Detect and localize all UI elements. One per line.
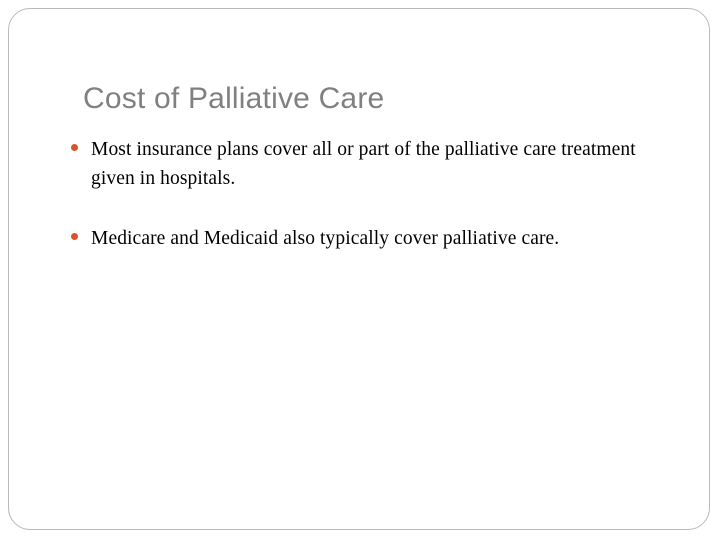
bullet-dot-icon bbox=[71, 144, 78, 151]
list-item bbox=[65, 135, 675, 194]
bullet-list bbox=[65, 135, 675, 283]
slide-canvas bbox=[8, 8, 710, 530]
bullet-dot-icon bbox=[71, 233, 78, 240]
list-item bbox=[65, 224, 675, 253]
page-title: Cost of Palliative Care bbox=[83, 82, 385, 116]
list-item-text: Medicare and Medicaid also typically cover palliative care. bbox=[91, 227, 560, 249]
list-item-text: Most insurance plans cover all or part of the palliative care treatment given in hospitals. bbox=[91, 139, 636, 190]
